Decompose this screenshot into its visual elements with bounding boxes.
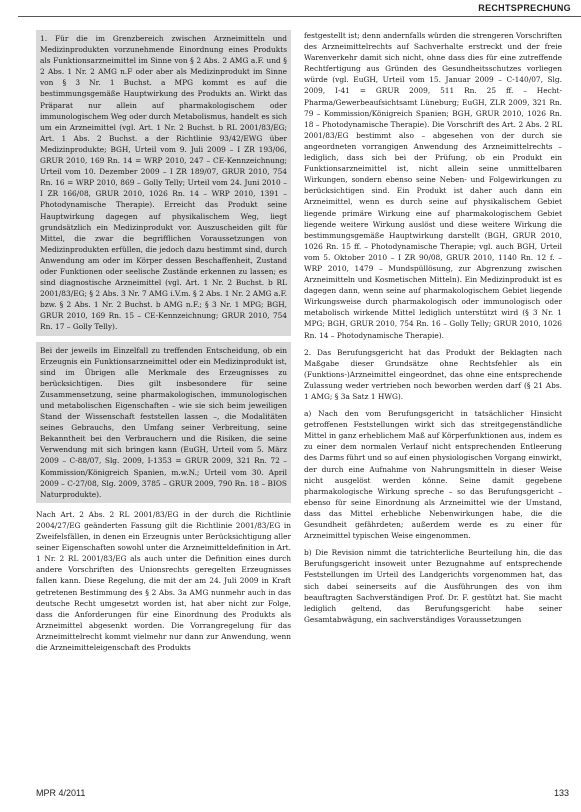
running-header bbox=[0, 0, 581, 18]
right-column bbox=[304, 30, 562, 765]
paragraph: Bei der jeweils im Einzelfall zu treffenden Entscheidung, ob ein Erzeugnis ein Funktionsarzneimittel oder ein Medizinprodukt ist, sind im Übrigen alle Merkmale des Erzeugnisses zu berücksichtigen. Dies gilt insbesondere für seine Zusammensetzung, seine pharmakologischen, immunologischen und metabolischen Eigenschaften – wie sie sich beim jeweiligen Stand der Wissenschaft feststellen lassen –, die Modalitäten seines Gebrauchs, den Umfang seiner Verbreitung, seine Bekanntheit bei den Verbrauchern und die Risiken, die seine Verwendung mit sich bringen kann (EuGH, Urteil vom 5. März 2009 – C-88/07, Slg. 2009, I-1353 = GRUR 2009, 321 Rn. 72 – Kommission/Königreich Spanien, m.w.N.; Urteil vom 30. April 2009 – C-27/08, Slg. 2009, 3785 – GRUR 2009, 790 Rn. 18 – BIOS Naturprodukte). bbox=[40, 345, 287, 499]
highlighted-guiding-principle bbox=[36, 342, 291, 503]
highlighted-guiding-principle bbox=[36, 30, 291, 336]
paragraph: 1. Für die im Grenzbereich zwischen Arzneimitteln und Medizinprodukten vorzunehmende Einordnung eines Produkts als Funktionsarzneimittel im Sinne von § 2 Abs. 2 AMG a.F. und § 2 Abs. 1 Nr. 2 AMG n.F oder aber als Medizinprodukt im Sinne von § 3 Nr. 1 Buchst. a MPG kommt es auf die bestimmungsgemäße Hauptwirkung des Produkts an. Wirkt das Präparat nur allein auf pharmakologischem oder immunologischem Weg oder durch Metabolismus, handelt es sich um ein Arzneimittel (vgl. Art. 1 Nr. 2 Buchst. b RL 2001/83/EG; Art. 1 Abs. 2 Buchst. a der Richtlinie 93/42/EWG über Medizinprodukte; BGH, Urteil vom 9. Juli 2009 – I ZR 193/06, GRUR 2010, 169 Rn. 14 = WRP 2010, 247 – CE-Kennzeichnung; Urteil vom 10. Dezember 2009 – I ZR 189/07, GRUR 2010, 754 Rn. 16 = WRP 2010, 869 – Golly Telly; Urteil vom 24. Juni 2010 – I ZR 166/08, GRUR 2010, 1026 Rn. 14 – WRP 2010, 1391 – Photodynamische Therapie). Erreicht das Produkt seine Hauptwirkung dagegen auf physikalischem Weg, liegt grundsätzlich ein Medizinprodukt vor. Auszuscheiden gilt für Mittel, die zwar die begrifflichen Voraussetzungen von Medizinprodukten erfüllen, die jedoch dazu bestimmt sind, durch Anwendung am oder im Körper dessen Beschaffenheit, Zustand oder Funktionen oder seelische Zustände erkennen zu lassen; es sind diagnostische Arzneimittel (vgl. Art. 1 Nr. 2 Buchst. b RL 2001/83/EG; § 2 Abs. 3 Nr. 7 AMG i.V.m. § 2 Abs. 1 Nr. 2 AMG a.F. bzw. § 2 Abs. 1 Nr. 2 Buchst. b AMG n.F.; § 3 Nr. 1 MPG; BGH, GRUR 2010, 169 Rn. 15 – CE-Kennzeichnung; GRUR 2010, 754 Rn. 17 – Golly Telly). bbox=[40, 34, 287, 332]
paragraph: Nach Art. 2 Abs. 2 RL 2001/83/EG in der durch die Richtlinie 2004/27/EG geänderten Fassung gilt die Richtlinie 2001/83/EG in Zweifelsfällen, in denen ein Erzeugnis unter Berücksichtigung aller seiner Eigenschaften sowohl unter die Arzneimitteldefinition in Art. 1 Nr. 2 RL 2001/83/EG als auch unter die Definition eines durch andere Vorschriften des Unionsrechts geregelten Erzeugnisses fallen kann. Diese Regelung, die mit der am 24. Juli 2009 in Kraft getretenen Bestimmung des § 2 Abs. 3a AMG nunmehr auch in das deutsche Recht umgesetzt worden ist, hat aber nicht zur Folge, dass die Anforderungen für eine Einordnung des Produkts als Arzneimittel abgesenkt worden. Die Vorrangregelung für das Arzneimittelrecht kommt vielmehr nur dann zur Anwendung, wenn die Arzneimitteleigenschaft des Produkts bbox=[36, 509, 291, 652]
journal-citation: MPR 4/2011 bbox=[36, 788, 86, 798]
section-label: RECHTSPRECHUNG bbox=[478, 3, 571, 13]
paragraph: festgestellt ist; denn andernfalls würden die strengeren Vorschriften des Arzneimittelrechts auf Sachverhalte erstreckt und der freie Warenverkehr damit sich nicht, ohne dass dies für eine zutreffende Rechtfertigung aus Gründen des Gesundheitsschutzes vorliegen würde (vgl. EuGH, Urteil vom 15. Januar 2009 – C-140/07, Slg. 2009, I-41 = GRUR 2009, 511 Rn. 25 ff. – Hecht-Pharma/Gewerbeaufsichtsamt Lüneburg; EuGH, ZLR 2009, 321 Rn. 79 – Kommission/Königreich Spanien; BGH, GRUR 2010, 1026 Rn. 18 – Photodynamische Therapie). Die Vorschrift des Art. 2 Abs. 2 RL 2001/83/EG bestimmt also – abgesehen von der durch sie angeordneten vorrangigen Anwendung des Arzneimittelrechts – lediglich, dass sich bei der Prüfung, ob ein Produkt ein Funktionsarzneimittel ist, nicht allein seine unmittelbaren Wirkungen, sondern ebenso seine Neben- und Folgewirkungen zu berücksichtigen sind. Ein Produkt ist daher auch dann ein Arzneimittel, wenn es durch seine auf physikalischem Gebiet liegende primäre Wirkung eine auf pharmakologischem Gebiet liegende weitere Wirkung auslöst und diese weitere Wirkung die bestimmungsgemäße Hauptwirkung darstellt (BGH, GRUR 2010, 1026 Rn. 15 ff. – Photodynamische Therapie; vgl. auch BGH, Urteil vom 5. Oktober 2010 – I ZR 90/08, GRUR 2010, 1140 Rn. 12 f. – WRP 2010, 1479 – Mundspüllösung, zur Abgrenzung zwischen Arzneimitteln und Kosmetischen Mitteln). Ein Medizinprodukt ist es dagegen dann, wenn seine auf pharmakologischem Gebiet liegende Wirkungsweise durch pharmakologisch oder immunologisch oder metabolisch wirkende Mittel lediglich unterstützt wird (§ 3 Nr. 1 MPG; BGH, GRUR 2010, 754 Rn. 16 – Golly Telly; GRUR 2010, 1026 Rn. 14 – Photodynamische Therapie). bbox=[304, 31, 562, 340]
paragraph: 2. Das Berufungsgericht hat das Produkt der Beklagten nach Maßgabe dieser Grundsätze ohne Rechtsfehler als ein (Funktions-)Arzneimittel eingeordnet, das ohne eine entsprechende Zulassung weder vertrieben noch beworben werden darf (§ 21 Abs. 1 AMG; § 3a Satz 1 HWG). bbox=[304, 347, 562, 401]
paragraph: b) Die Revision nimmt die tatrichterliche Beurteilung hin, die das Berufungsgericht insoweit unter Bezugnahme auf entsprechende Feststellungen im Urteil des Landgerichts vorgenommen hat, das sich dabei seinerseits auf die Ausführungen des von ihm beauftragten Sachverständigen Prof. Dr. F. gestützt hat. Sie macht lediglich geltend, das Berufungsgericht habe seiner Gesamtabwägung, ein sachverständiges Voraussetzungen bbox=[304, 548, 562, 624]
header-rule bbox=[18, 16, 581, 17]
page-number: 133 bbox=[553, 788, 569, 798]
paragraph: a) Nach den vom Berufungsgericht in tatsächlicher Hinsicht getroffenen Feststellungen wirkt sich das streitgegenständliche Mittel in ganz erheblichem Maß auf Körperfunktionen aus, indem es zu einer dem normalen Verlauf nicht entsprechenden Entleerung des Darms führt und so auf einen physiologischen Vorgang einwirkt, der durch eine Aufnahme von Nahrungsmitteln in dieser Weise nicht ausgelöst werden könne. Seine damit gegebene pharmakologische Wirkung spreche – so das Berufungsgericht – ebenso für seine Einordnung als Arzneimittel wie der Umstand, dass das Mittel erhebliche Nebenwirkungen habe, die die Gesundheit gefährdeten; außerdem werde es zu einer für Arzneimittel typischen Weise eingenommen. bbox=[304, 409, 562, 541]
left-column bbox=[36, 30, 291, 765]
